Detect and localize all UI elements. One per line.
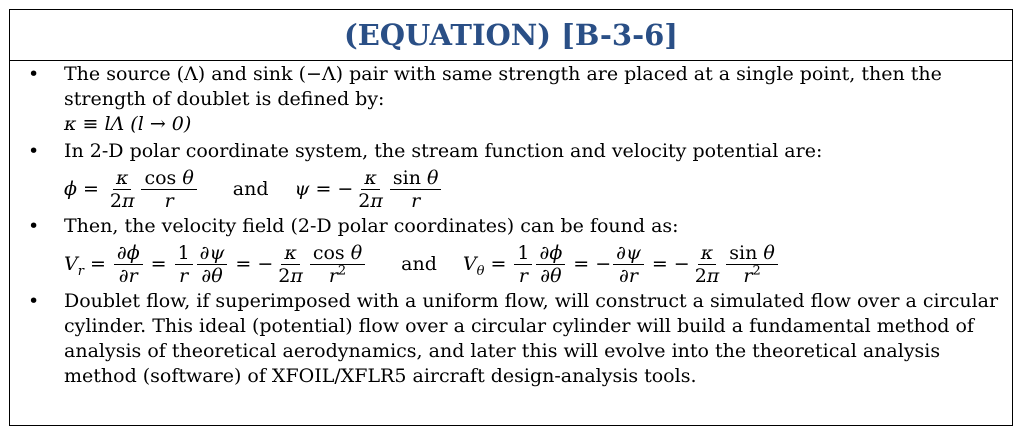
bullet-item-uniform-flow	[24, 289, 1004, 389]
connector-text: and	[401, 252, 437, 275]
connector-text: and	[232, 177, 269, 200]
bullet-text: In 2-D polar coordinate system, the stream function and velocity potential are:	[64, 140, 823, 162]
bullet-item-potential-stream	[24, 139, 1004, 214]
doublet-strength-equation: κ ≡ lΛ (l → 0)	[64, 113, 192, 135]
bullet-list	[24, 62, 1004, 425]
bullet-text: Then, the velocity field (2-D polar coordinates) can be found as:	[64, 215, 679, 237]
title-divider	[10, 60, 1012, 61]
bullet-item-doublet-definition	[24, 62, 1004, 137]
potential-stream-equation: ϕ = $\frac{\kappa}{2\pi}$ $\frac{\text{cos θ}}{r}$ and ψ = − $\frac{\kappa}{2\pi}$ $\frac{\text{sin θ}}{r}$	[64, 164, 1004, 214]
panel-title: (EQUATION) [B-3-6]	[343, 18, 679, 52]
bullet-icon: •	[28, 140, 40, 162]
bullet-icon: •	[28, 215, 40, 237]
bullet-text: The source (Λ) and sink (−Λ) pair with same strength are placed at a single point, then the strength of doublet is defined by:	[64, 63, 942, 110]
bullet-icon: •	[28, 290, 40, 312]
velocity-field-equation: $V_r$ = $\frac{\partial\phi}{\partial r}$ = $\frac{1}{r}$ $\frac{\partial\psi}{\partial\theta}$ = − $\frac{\kappa}{2\pi}$ $\frac{\text{cos θ}}{r^2}$ and $V_\theta$ = $\frac{1}{r}$ $\frac{\partial\phi}{\partial\theta}$ = − $\frac{\partial\psi}{\partial r}$ = − $\frac{\kappa}{2\pi}$ $\frac{\text{sin θ}}{r^2}$	[64, 239, 1004, 289]
bullet-text: Doublet flow, if superimposed with a uniform flow, will construct a simulated flow over a circular cylinder. This ideal (potential) flow over a circular cylinder will build a fundamental method of analysis of theoretical aerodynamics, and later this will evolve into the theoretical analysis method (software) of XFOIL/XFLR5 aircraft design-analysis tools.	[64, 290, 999, 387]
equation-panel	[9, 9, 1013, 426]
bullet-item-velocity-field	[24, 214, 1004, 289]
bullet-icon: •	[28, 63, 40, 85]
